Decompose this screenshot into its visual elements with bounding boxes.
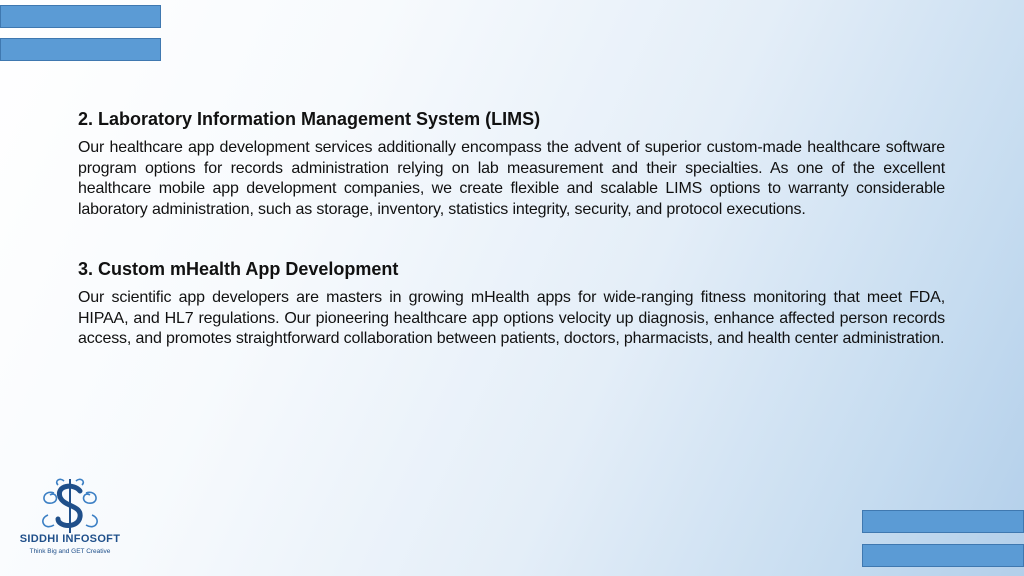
- section-heading: 3. Custom mHealth App Development: [78, 259, 399, 279]
- decorative-bar-bottom-1: [862, 510, 1024, 533]
- section-lims: [78, 108, 945, 220]
- decorative-bar-top-1: [0, 5, 161, 28]
- decorative-bar-top-2: [0, 38, 161, 61]
- section-body: Our scientific app developers are masters in growing mHealth apps for wide-ranging fitness monitoring that meet FDA, HIPAA, and HL7 regulations. Our pioneering healthcare app options velocity up diagnosis, enhance affected person records access, and promotes straightforward collaboration between patients, doctors, pharmacists, and health center administration.: [78, 289, 945, 347]
- company-logo: [18, 470, 122, 560]
- section-body: Our healthcare app development services additionally encompass the advent of superior custom-made healthcare software program options for records administration relying on lab measurement and their specialties. As one of the excellent healthcare mobile app development companies, we create flexible and scalable LIMS options to warranty considerable laboratory administration, such as storage, inventory, statistics integrity, security, and protocol executions.: [78, 139, 945, 218]
- decorative-bar-bottom-2: [862, 544, 1024, 567]
- logo-tagline: Think Big and GET Creative: [29, 548, 111, 555]
- slide-content: [78, 108, 945, 350]
- section-heading: 2. Laboratory Information Management System (LIMS): [78, 109, 541, 129]
- logo-brand-name: SIDDHI INFOSOFT: [19, 533, 121, 545]
- section-mhealth: [78, 258, 945, 350]
- logo-emblem-icon: [34, 475, 106, 535]
